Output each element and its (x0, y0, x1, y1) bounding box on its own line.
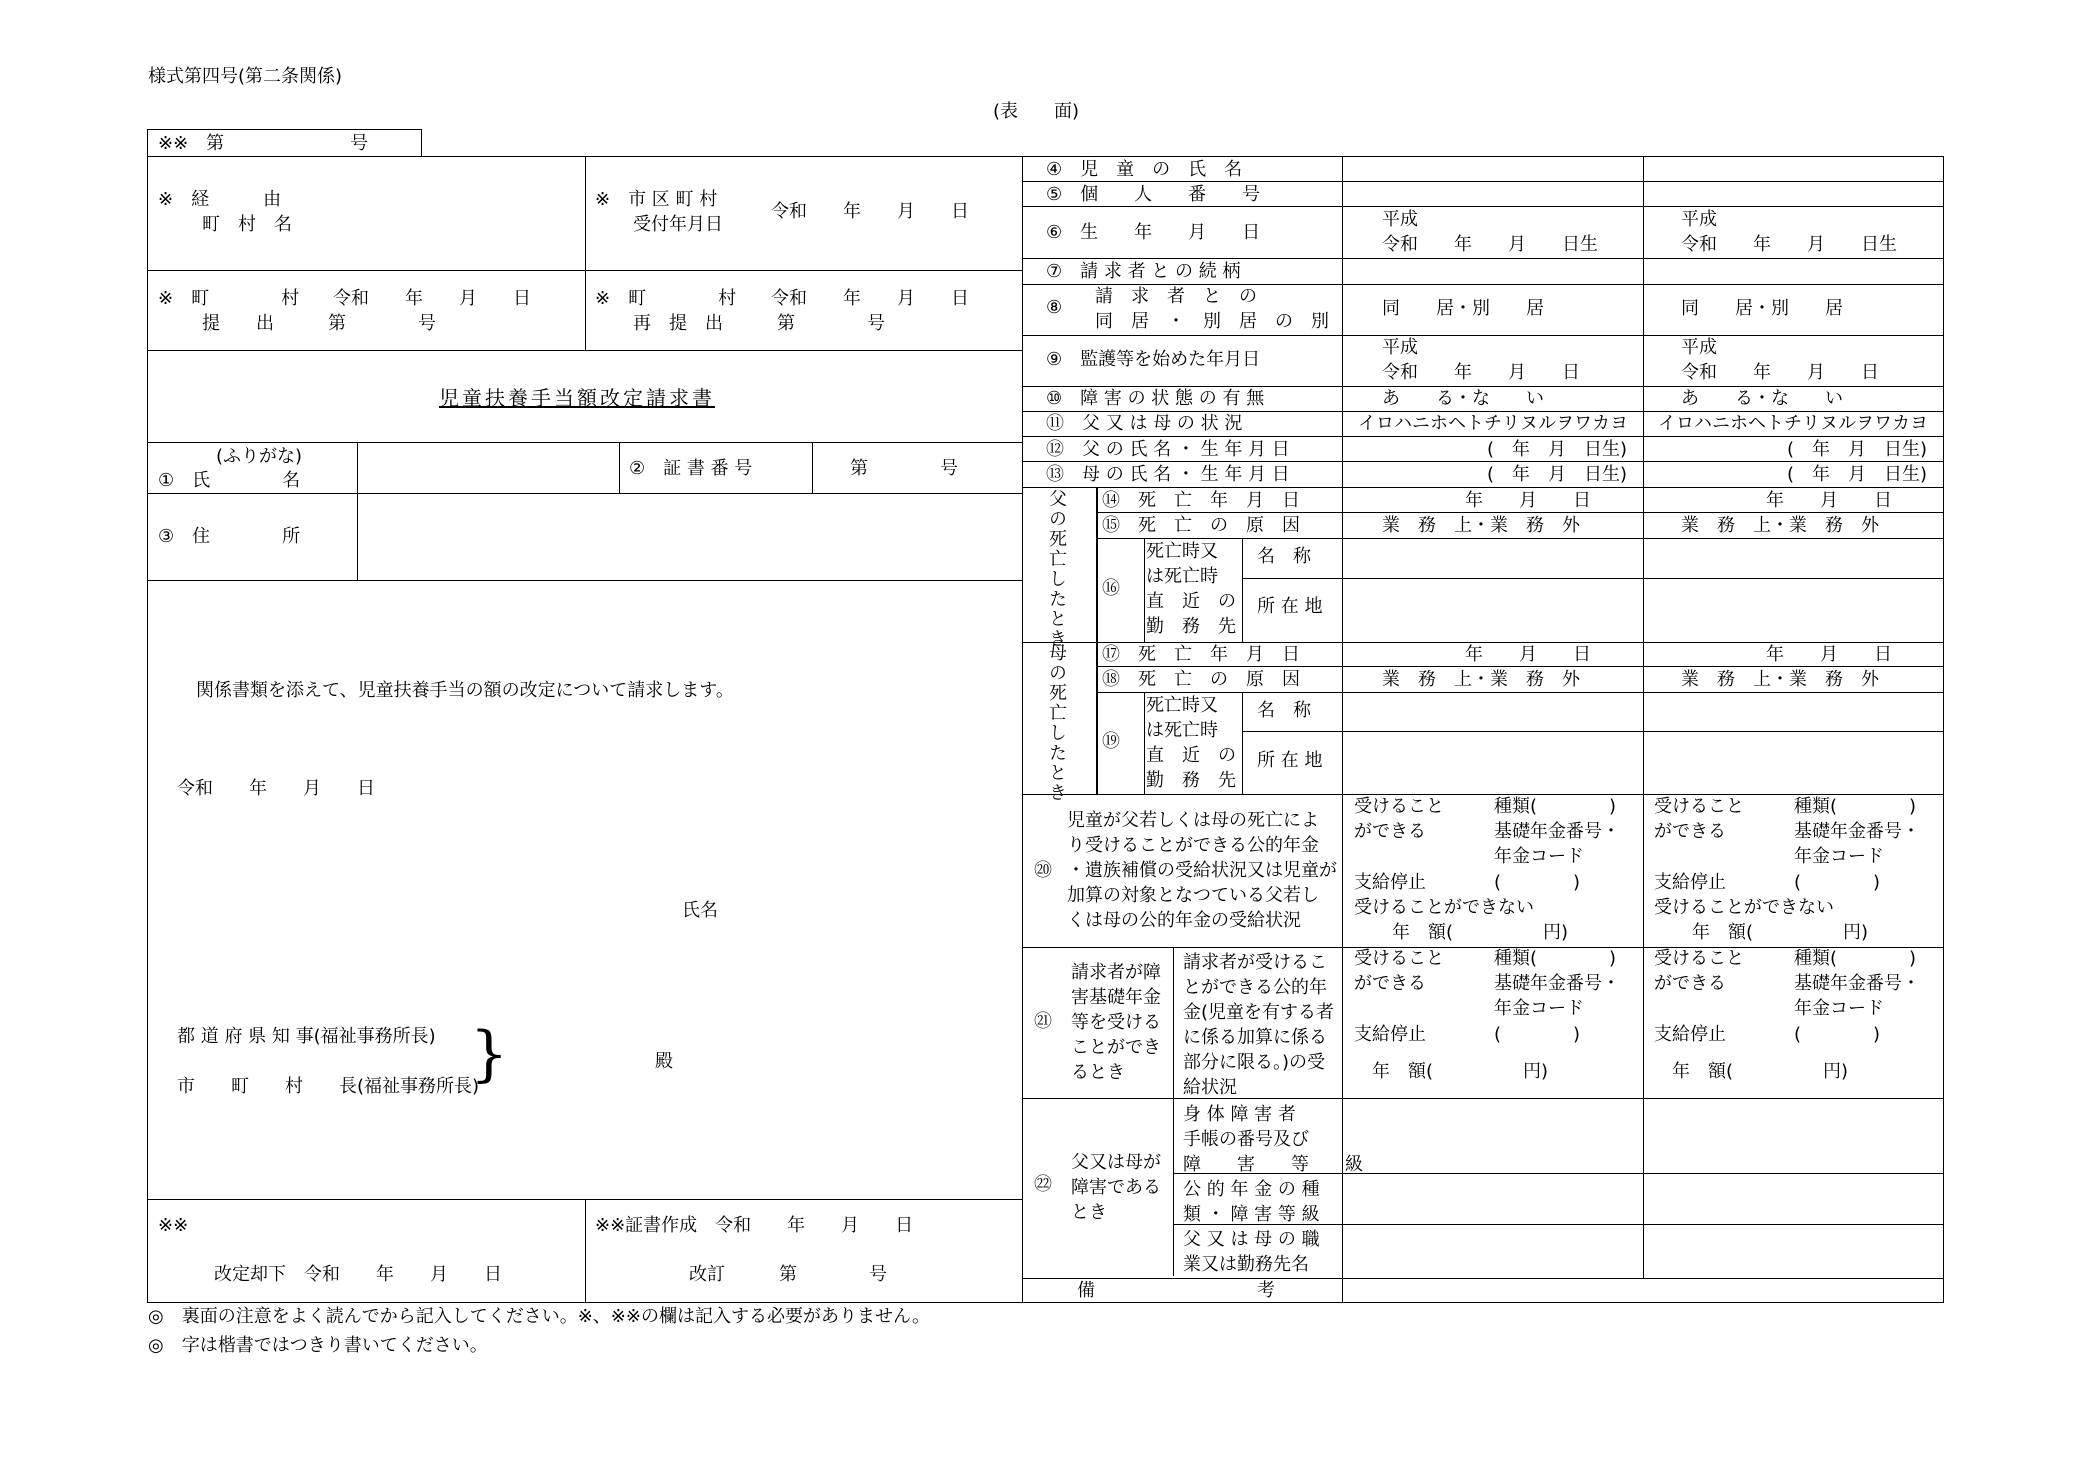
row16-c: 直 近 の (1146, 591, 1236, 612)
row15-value-1: 業 務 上・業 務 外 (1382, 515, 1580, 536)
row9-date-1: 令和 年 月 日 (1382, 362, 1580, 383)
row18-value-1: 業 務 上・業 務 外 (1382, 669, 1580, 690)
row8-value-1: 同 居・別 居 (1382, 298, 1544, 319)
row20-pension-1: 受けること ができる 種類( ) 基礎年金番号・ 年金コード 支給停止 ( ) 受けることができない 年 額( 円) (1354, 796, 1620, 943)
row9-era-2: 平成 (1681, 337, 1717, 358)
row19-b: は死亡時 (1146, 720, 1218, 741)
cert-value: 第 号 (850, 458, 958, 479)
saiteishutsu-label: ※ 町 村 (595, 288, 737, 309)
row20-pension-2: 受けること ができる 種類( ) 基礎年金番号・ 年金コード 支給停止 ( ) 受けることができない 年 額( 円) (1654, 796, 1920, 943)
row6-era-heisei-2: 平成 (1681, 209, 1717, 230)
request-date: 令和 年 月 日 (177, 778, 375, 799)
row19-c: 直 近 の (1146, 745, 1236, 766)
row16-b: は死亡時 (1146, 566, 1218, 587)
row22-sub2: 公 的 年 金 の 種 類 ・ 障 害 等 級 (1183, 1179, 1320, 1225)
row14-label: ⑭ 死 亡 年 月 日 (1102, 490, 1300, 511)
row13-value-1: ( 年 月 日生) (1487, 464, 1628, 485)
kaitei-number: 改訂 第 号 (689, 1264, 887, 1285)
form-number: 様式第四号(第二条関係) (148, 66, 343, 87)
uketsuke-date: 令和 年 月 日 (771, 201, 969, 222)
row16-meisho: 名 称 (1257, 546, 1311, 567)
row6-date-2: 令和 年 月 日生 (1681, 234, 1897, 255)
row20-text: 児童が父若しくは母の死亡によ り受けることができる公的年金 ・遺族補償の受給状況又は児童が 加算の対象となつている父若し くは母の公的年金の受給状況 (1067, 810, 1337, 931)
row10-value-1: あ る・な い (1382, 388, 1544, 409)
form-title: 児童扶養手当額改定請求書 (439, 386, 715, 410)
uketsuke-label-2: 受付年月日 (633, 214, 723, 235)
request-text: 関係書類を添えて、児童扶養手当の額の改定について請求します。 (196, 680, 734, 701)
mother-death-label: 母の死亡したとき (1046, 643, 1067, 803)
cert-label: ② 証 書 番 号 (629, 458, 753, 479)
furigana-label: (ふりがな) (216, 446, 303, 467)
row17-value-1: 年 月 日 (1465, 644, 1591, 665)
teishutsu-label-2: 提 出 第 号 (202, 313, 436, 334)
row4-label: ④ 児 童 の 氏 名 (1046, 159, 1243, 180)
applicant-name-label: 氏名 (682, 900, 718, 921)
row17-label: ⑰ 死 亡 年 月 日 (1102, 644, 1300, 665)
row19-num: ⑲ (1102, 731, 1120, 752)
row16-a: 死亡時又 (1146, 541, 1218, 562)
saiteishutsu-label-2: 再 提 出 第 号 (633, 313, 885, 334)
row21-subtext: 請求者が受けるこ とができる公的年 金(児童を有する者 に係る加算に係る 部分に限る。)の受 給状況 (1183, 952, 1335, 1098)
row13-label: ⑬ 母 の 氏 名 ・ 生 年 月 日 (1046, 464, 1290, 485)
row8-label-b: 同 居 ・ 別 居 の 別 (1095, 311, 1329, 332)
row19-a: 死亡時又 (1146, 695, 1218, 716)
row20-num: ⑳ (1034, 860, 1052, 881)
row19-shozaichi: 所 在 地 (1257, 750, 1323, 771)
row9-label: ⑨ 監護等を始めた年月日 (1046, 349, 1261, 370)
row19-meisho: 名 称 (1257, 700, 1311, 721)
row18-label: ⑱ 死 亡 の 原 因 (1102, 669, 1300, 690)
row15-value-2: 業 務 上・業 務 外 (1681, 515, 1879, 536)
row6-era-heisei-1: 平成 (1382, 209, 1418, 230)
saiteishutsu-date: 令和 年 月 日 (771, 288, 969, 309)
row15-label: ⑮ 死 亡 の 原 因 (1102, 515, 1300, 536)
row16-d: 勤 務 先 (1146, 616, 1236, 637)
prefecture-governor: 都 道 府 県 知 事(福祉事務所長) (177, 1026, 436, 1047)
address-label: ③ 住 所 (158, 526, 301, 547)
row12-label: ⑫ 父 の 氏 名 ・ 生 年 月 日 (1046, 439, 1290, 460)
uketsuke-label: ※ 市 区 町 村 (595, 189, 718, 210)
row11-value-1: イロハニホヘトチリヌルヲワカヨ (1358, 413, 1628, 434)
row14-value-1: 年 月 日 (1465, 490, 1591, 511)
row9-era-1: 平成 (1382, 337, 1418, 358)
row9-date-2: 令和 年 月 日 (1681, 362, 1879, 383)
shosho-sakusei: ※※証書作成 令和 年 月 日 (595, 1215, 914, 1236)
row21-text: 請求者が障 害基礎年金 等を受ける ことができ るとき (1071, 962, 1161, 1083)
row8-value-2: 同 居・別 居 (1681, 298, 1843, 319)
row8-label-a: 請 求 者 と の (1095, 286, 1257, 307)
row10-label: ⑩ 障 害 の 状 態 の 有 無 (1046, 388, 1265, 409)
row6-date-1: 令和 年 月 日生 (1382, 234, 1598, 255)
row6-label: ⑥ 生 年 月 日 (1046, 222, 1261, 243)
doc-number: ※※ 第 号 (158, 133, 369, 154)
name-label: ① 氏 名 (158, 470, 301, 491)
brace-icon: } (470, 1019, 509, 1089)
row7-label: ⑦ 請 求 者 と の 続 柄 (1046, 261, 1241, 282)
row16-num: ⑯ (1102, 578, 1120, 599)
note-2: ◎ 字は楷書ではつきり書いてください。 (148, 1335, 488, 1356)
teishutsu-label: ※ 町 村 (158, 288, 300, 309)
city-mayor: 市 町 村 長(福祉事務所長) (177, 1076, 480, 1097)
row18-value-2: 業 務 上・業 務 外 (1681, 669, 1879, 690)
note-1: ◎ 裏面の注意をよく読んでから記入してください。※、※※の欄は記入する必要がありません。 (148, 1306, 931, 1327)
row17-value-2: 年 月 日 (1766, 644, 1892, 665)
dono: 殿 (655, 1051, 673, 1072)
teishutsu-date: 令和 年 月 日 (333, 288, 531, 309)
row16-shozaichi: 所 在 地 (1257, 596, 1323, 617)
row12-value-1: ( 年 月 日生) (1487, 439, 1628, 460)
row10-value-2: あ る・な い (1681, 388, 1843, 409)
row22-text: 父又は母が 障害である とき (1071, 1152, 1161, 1223)
father-death-label: 父の死亡したとき (1046, 489, 1067, 649)
row5-label: ⑤ 個 人 番 号 (1046, 184, 1261, 205)
side-label: (表 面) (993, 101, 1080, 122)
kaitei-kyakka: 改定却下 令和 年 月 日 (214, 1264, 502, 1285)
row21-pension-2: 受けること ができる 種類( ) 基礎年金番号・ 年金コード 支給停止 ( ) 年 額( 円) (1654, 948, 1920, 1082)
row22-sub1: 身 体 障 害 者 手帳の番号及び 障 害 等 級 (1183, 1104, 1363, 1175)
row11-label: ⑪ 父 又 は 母 の 状 況 (1046, 413, 1243, 434)
row21-pension-1: 受けること ができる 種類( ) 基礎年金番号・ 年金コード 支給停止 ( ) 年 額( 円) (1354, 948, 1620, 1082)
kaitei-mark: ※※ (158, 1215, 189, 1236)
keiyu-label: ※ 経 由 (158, 189, 282, 210)
row22-num: ㉒ (1034, 1174, 1052, 1195)
row8-num: ⑧ (1046, 297, 1063, 318)
biko-label: 備 考 (1077, 1280, 1275, 1301)
row19-d: 勤 務 先 (1146, 770, 1236, 791)
row11-value-2: イロハニホヘトチリヌルヲワカヨ (1658, 413, 1928, 434)
row12-value-2: ( 年 月 日生) (1787, 439, 1928, 460)
row13-value-2: ( 年 月 日生) (1787, 464, 1928, 485)
row21-num: ㉑ (1034, 1011, 1052, 1032)
row22-sub3: 父 又 は 母 の 職 業又は勤務先名 (1183, 1229, 1320, 1275)
row14-value-2: 年 月 日 (1766, 490, 1892, 511)
keiyu-label-2: 町 村 名 (202, 214, 292, 235)
